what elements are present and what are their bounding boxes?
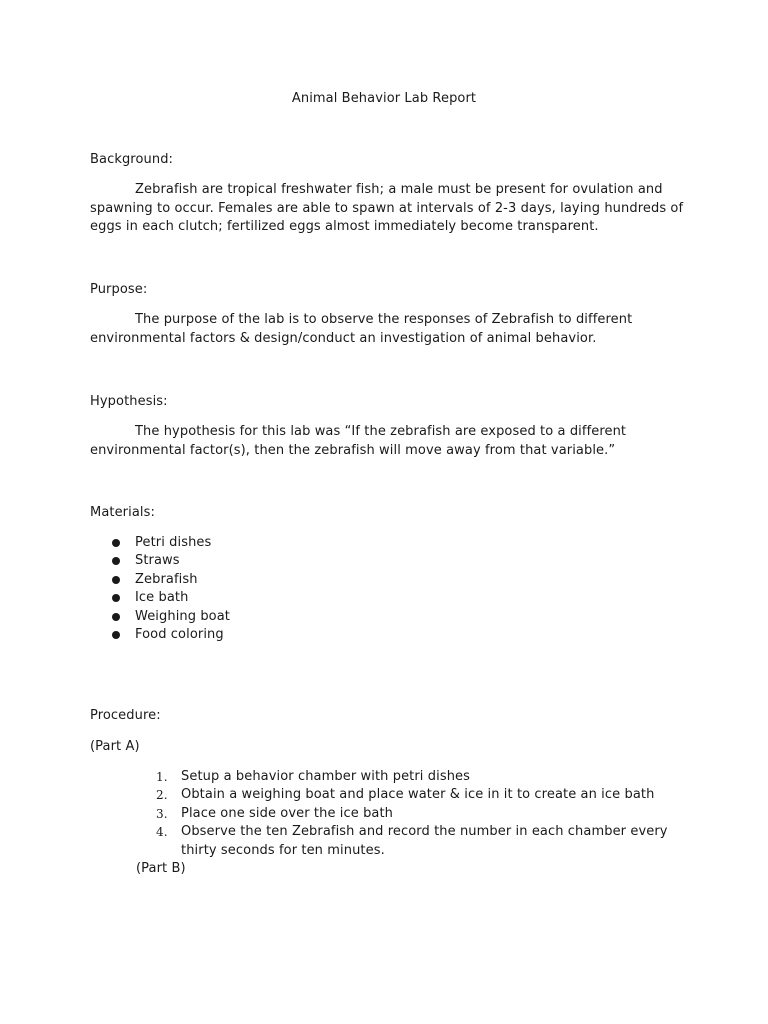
material-label: Petri dishes [135, 535, 212, 550]
step-number: 2. [156, 788, 168, 803]
purpose-heading: Purpose: [90, 282, 148, 297]
list-item [90, 552, 230, 570]
procedure-heading: Procedure: [90, 708, 161, 723]
materials-heading: Materials: [90, 505, 155, 520]
list-item [136, 786, 696, 804]
step-text: Obtain a weighing boat and place water & ice in it to create an ice bath [181, 787, 655, 803]
bullet-icon [112, 576, 120, 584]
list-item [136, 805, 696, 823]
step-number: 4. [156, 825, 168, 840]
list-item [90, 571, 230, 589]
step-text: Place one side over the ice bath [181, 805, 394, 821]
list-item [136, 823, 696, 860]
step-text: Observe the ten Zebrafish and record the number in each chamber every thirty seconds for ten minutes. [181, 824, 668, 858]
material-label: Straws [135, 553, 180, 569]
document-title: Animal Behavior Lab Report [291, 91, 477, 106]
bullet-icon [112, 539, 120, 547]
list-item [90, 608, 230, 626]
step-number: 1. [156, 770, 168, 784]
material-label: Weighing boat [135, 608, 230, 624]
material-label: Zebrafish [135, 571, 198, 587]
part-b-label: (Part B) [136, 861, 186, 876]
step-number: 3. [156, 806, 168, 821]
materials-list [90, 534, 230, 644]
hypothesis-heading: Hypothesis: [90, 394, 168, 409]
step-text: Setup a behavior chamber with petri dishes [181, 769, 470, 784]
material-label: Food coloring [135, 626, 224, 642]
material-label: Ice bath [135, 590, 189, 606]
hypothesis-paragraph: The hypothesis for this lab was “If the zebrafish are exposed to a different environmental factor(s), then the zebrafish will move away from that variable.” [90, 424, 627, 458]
list-item [90, 534, 230, 552]
background-paragraph: Zebrafish are tropical freshwater fish; a male must be present for ovulation and spawning to occur. Females are able to spawn at intervals of 2-3 days, laying hundreds of eggs in each clutch; fertilized eggs almost immediately become transparent. [90, 182, 684, 234]
part-a-label: (Part A) [90, 739, 140, 754]
purpose-paragraph: The purpose of the lab is to observe the responses of Zebrafish to different environmental factors & design/conduct an investigation of animal behavior. [90, 312, 633, 346]
list-item [90, 589, 230, 607]
bullet-icon [112, 557, 120, 565]
background-heading: Background: [90, 152, 174, 167]
bullet-icon [112, 613, 120, 621]
bullet-icon [112, 594, 120, 602]
list-item [90, 626, 230, 644]
procedure-steps [136, 768, 696, 860]
list-item [136, 768, 696, 786]
bullet-icon [112, 631, 120, 639]
